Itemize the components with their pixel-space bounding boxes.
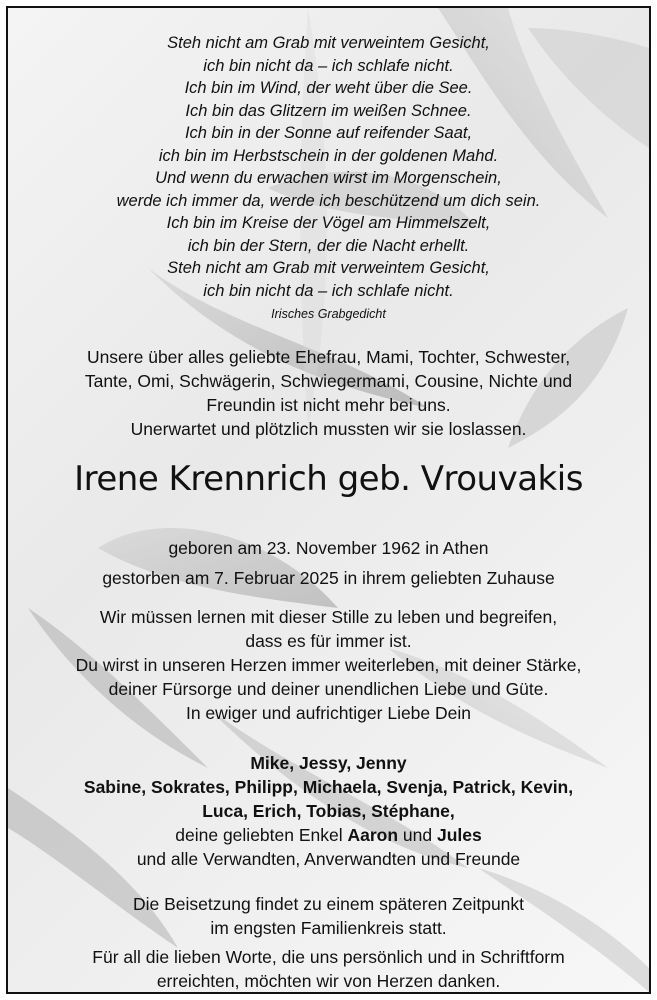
- intro-line: Unerwartet und plötzlich mussten wir sie loslassen.: [130, 419, 527, 439]
- poem: [8, 32, 649, 324]
- poem-line: ich bin nicht da – ich schlafe nicht.: [203, 281, 454, 300]
- death-date: gestorben am 7. Februar 2025 in ihrem geliebten Zuhause: [102, 568, 555, 588]
- mourners: [8, 751, 649, 871]
- farewell-verse: [8, 605, 649, 725]
- grandchild-name: Aaron: [347, 825, 399, 845]
- poem-line: Ich bin in der Sonne auf reifender Saat,: [184, 124, 473, 142]
- intro-line: Freundin ist nicht mehr bei uns.: [206, 395, 451, 415]
- deceased-name: Irene Krennrich geb. Vrouvakis: [74, 459, 583, 499]
- grandchildren-prefix: deine geliebten Enkel: [175, 825, 348, 845]
- grandchildren-and: und: [398, 825, 437, 845]
- verse-line: dass es für immer ist.: [245, 631, 412, 651]
- verse-line: In ewiger und aufrichtiger Liebe Dein: [185, 703, 472, 723]
- verse-line: Du wirst in unseren Herzen immer weiterleben, mit deiner Stärke,: [75, 655, 582, 675]
- birth-date: geboren am 23. November 1962 in Athen: [168, 538, 489, 558]
- poem-line: Ich bin im Kreise der Vögel am Himmelszelt,: [166, 214, 491, 232]
- intro-text: [8, 345, 649, 441]
- life-dates: [8, 533, 649, 593]
- burial-note: im engsten Familienkreis statt.: [210, 918, 447, 938]
- obituary-card: [6, 6, 651, 994]
- poem-line: Ich bin im Wind, der weht über die See.: [184, 79, 473, 97]
- grandchildren-line: [8, 823, 649, 847]
- relatives-line: und alle Verwandten, Anverwandten und Freunde: [136, 849, 521, 869]
- thanks-note: Für all die lieben Worte, die uns persönlich und in Schriftform: [92, 947, 565, 967]
- mourners-line: Luca, Erich, Tobias, Stéphane,: [202, 801, 455, 821]
- poem-line: ich bin nicht da – ich schlafe nicht.: [203, 56, 454, 75]
- poem-line: ich bin im Herbstschein in der goldenen Mahd.: [158, 146, 499, 165]
- poem-line: ich bin der Stern, der die Nacht erhellt.: [187, 236, 470, 255]
- thanks-note: erreichten, möchten wir von Herzen danken.: [156, 971, 501, 991]
- intro-line: Unsere über alles geliebte Ehefrau, Mami, Tochter, Schwester,: [86, 347, 571, 367]
- poem-line: werde ich immer da, werde ich beschützend um dich sein.: [116, 191, 541, 210]
- poem-line: Steh nicht am Grab mit verweintem Gesicht,: [167, 34, 490, 52]
- verse-line: Wir müssen lernen mit dieser Stille zu leben und begreifen,: [99, 607, 558, 627]
- grandchild-name: Jules: [436, 825, 482, 845]
- mourners-line: Sabine, Sokrates, Philipp, Michaela, Svenja, Patrick, Kevin,: [83, 777, 574, 797]
- poem-line: Ich bin das Glitzern im weißen Schnee.: [185, 101, 472, 120]
- poem-line: Steh nicht am Grab mit verweintem Gesicht,: [167, 259, 490, 277]
- intro-line: Tante, Omi, Schwägerin, Schwiegermami, Cousine, Nichte und: [84, 371, 573, 391]
- poem-line: Und wenn du erwachen wirst im Morgenschein,: [155, 169, 502, 187]
- burial-note: Die Beisetzung findet zu einem späteren Zeitpunkt: [132, 894, 525, 914]
- closing-notes: [8, 892, 649, 993]
- mourners-line: Mike, Jessy, Jenny: [250, 753, 407, 773]
- poem-source: Irisches Grabgedicht: [271, 307, 386, 321]
- verse-line: deiner Fürsorge und deiner unendlichen Liebe und Güte.: [108, 679, 549, 699]
